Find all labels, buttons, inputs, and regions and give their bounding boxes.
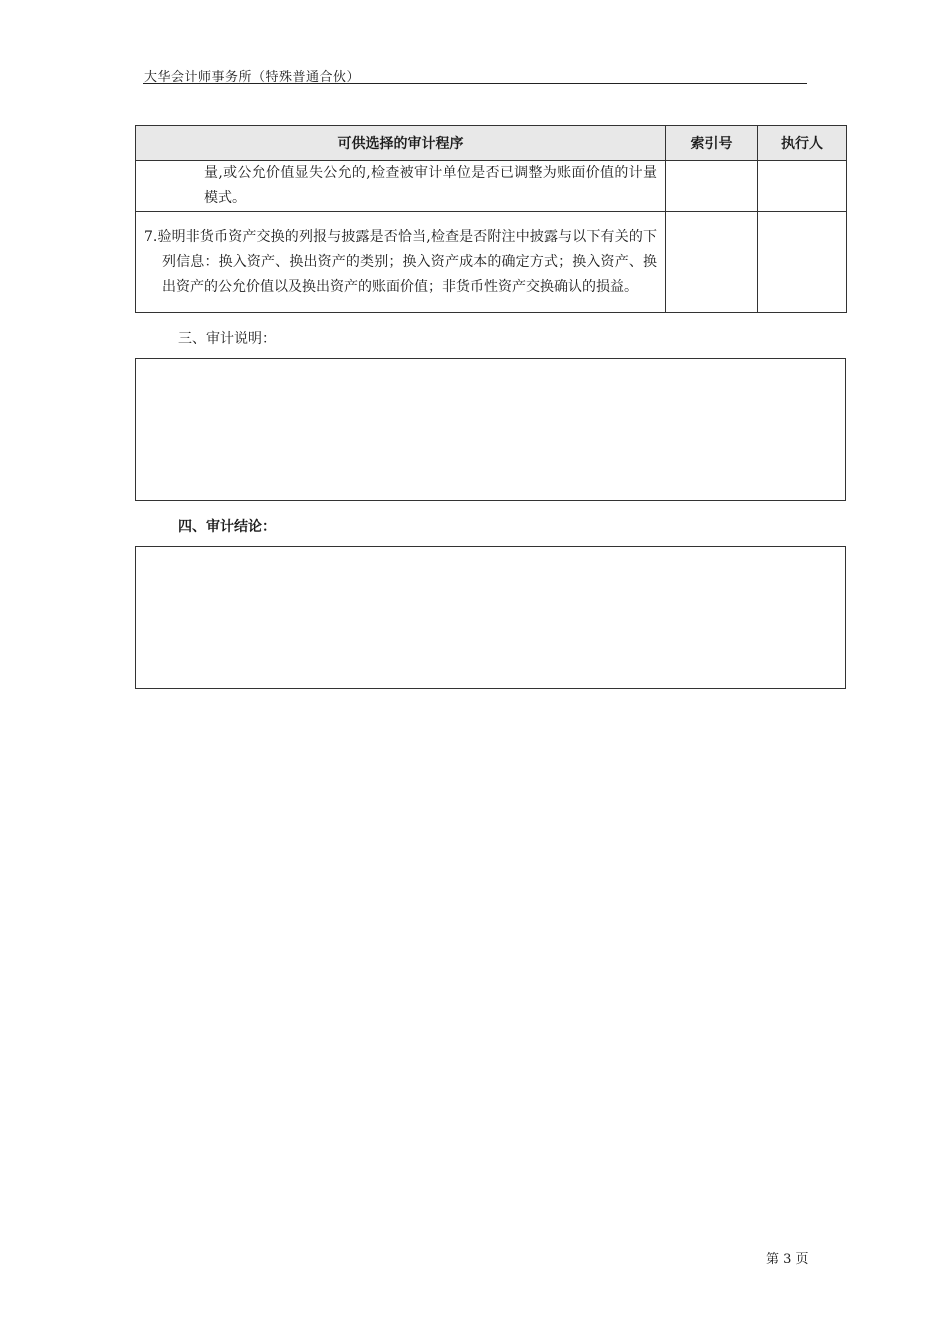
executor-cell[interactable] (758, 161, 847, 212)
column-header-executor: 执行人 (758, 126, 847, 161)
procedure-text: 7.验明非货币资产交换的列报与披露是否恰当,检查是否附注中披露与以下有关的下列信息：换入资产、换出资产的类别；换入资产成本的确定方式；换入资产、换出资产的公允价值以及换出资产的账面价值；非货币性资产交换确认的损益。 (144, 228, 657, 295)
procedure-text: 量,或公允价值显失公允的,检查被审计单位是否已调整为账面价值的计量模式。 (204, 165, 657, 206)
firm-name-header: 大华会计师事务所（特殊普通合伙） (144, 70, 361, 85)
audit-procedure-table (135, 125, 847, 313)
audit-notes-box[interactable] (135, 358, 846, 501)
page-number: 第 3 页 (766, 1252, 809, 1267)
table-header-row (136, 126, 847, 161)
index-cell[interactable] (666, 212, 758, 313)
procedure-cell (136, 161, 666, 212)
table-row (136, 212, 847, 313)
column-header-procedure: 可供选择的审计程序 (136, 126, 666, 161)
column-header-index: 索引号 (666, 126, 758, 161)
table-row (136, 161, 847, 212)
audit-conclusion-box[interactable] (135, 546, 846, 689)
executor-cell[interactable] (758, 212, 847, 313)
index-cell[interactable] (666, 161, 758, 212)
procedure-cell (136, 212, 666, 313)
header-divider (143, 83, 807, 84)
audit-conclusion-title: 四、审计结论： (178, 519, 276, 535)
audit-notes-title: 三、审计说明： (178, 331, 276, 347)
